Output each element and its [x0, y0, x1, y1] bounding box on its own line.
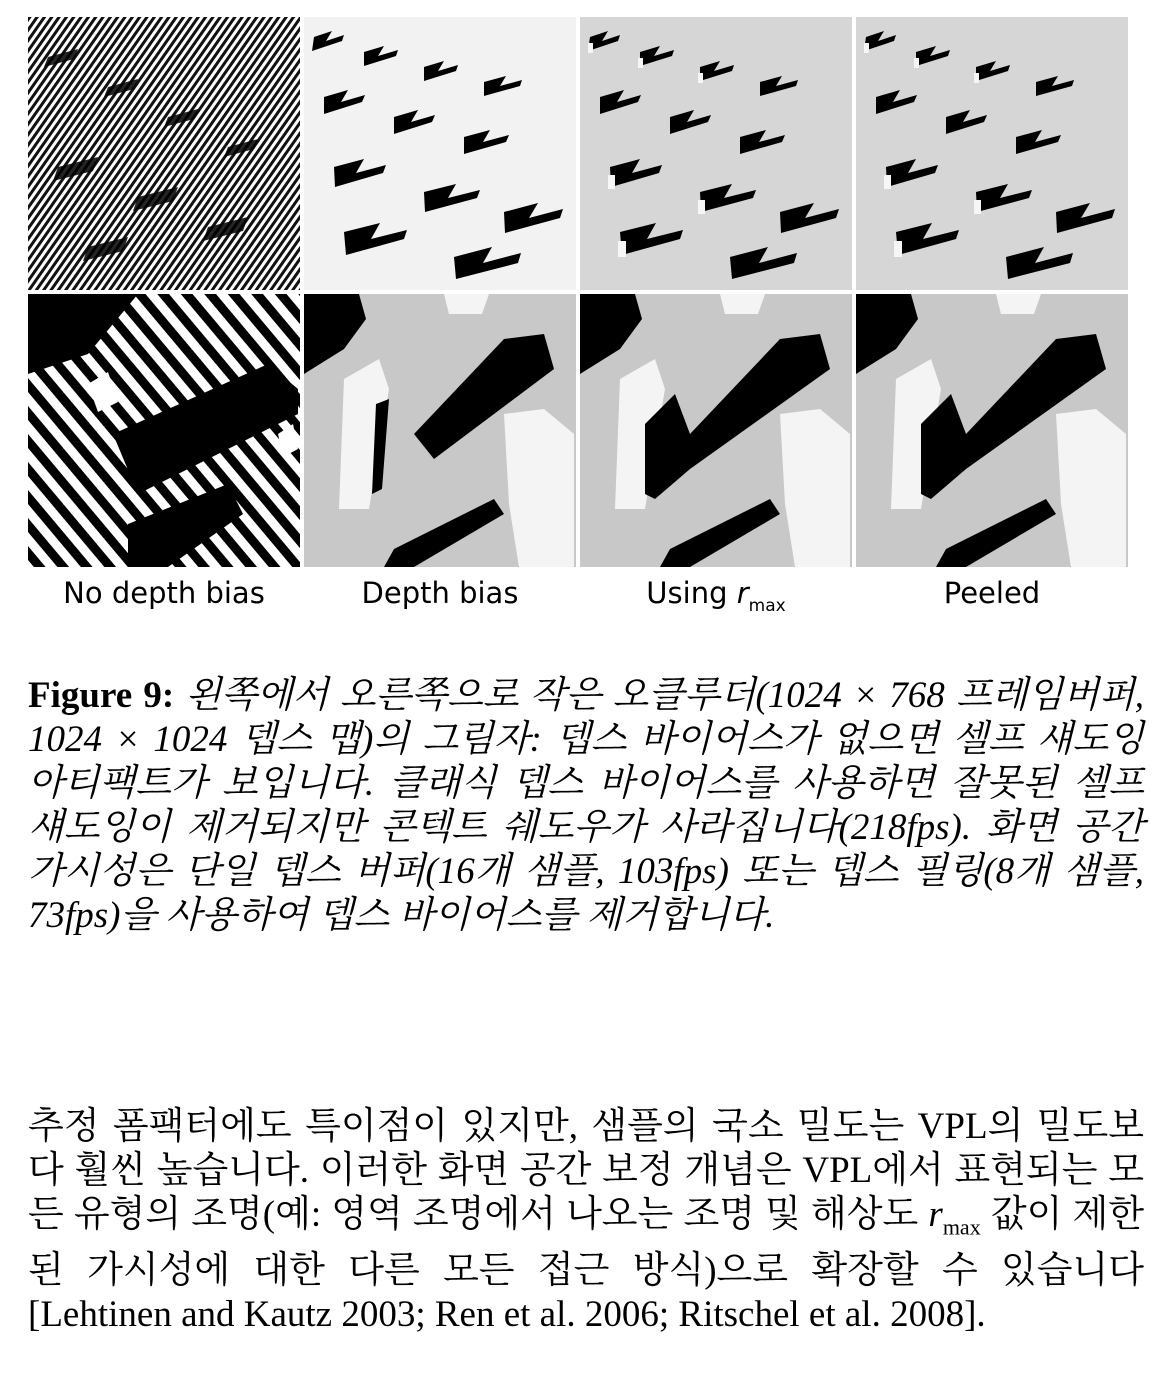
body-paragraph — [28, 1105, 1144, 1337]
overview-using-rmax-image — [580, 17, 852, 290]
label-depth-bias: Depth bias — [361, 576, 519, 610]
zoom-depth-bias-image — [304, 294, 576, 567]
panel-depth-bias-overview — [304, 17, 576, 290]
figure-image-grid — [28, 17, 1130, 567]
body-text-part1: 추정 폼팩터에도 특이점이 있지만, 샘플의 국소 밀도는 VPL의 밀도보다 훨씬 높습니다. 이러한 화면 공간 보정 개념은 VPL에서 표현되는 모든 유형의 조명(예: 영역 조명에서 나오는 조명 및 해상도 — [28, 1106, 1144, 1235]
label-using-rmax-var: r — [736, 576, 749, 610]
panel-labels — [28, 573, 1130, 616]
overview-peeled-image — [856, 17, 1128, 290]
panel-using-rmax-zoom — [580, 294, 852, 567]
zoom-peeled-image — [856, 294, 1128, 567]
panel-depth-bias-zoom — [304, 294, 576, 567]
label-using-rmax-prefix: Using — [646, 576, 737, 610]
figure-caption — [28, 674, 1144, 938]
panel-no-depth-bias-zoom — [28, 294, 300, 567]
label-no-depth-bias: No depth bias — [63, 576, 265, 610]
overview-depth-bias-image — [304, 17, 576, 290]
caption-label: Figure 9: — [28, 675, 175, 716]
rmax-symbol — [928, 1194, 981, 1240]
label-peeled: Peeled — [943, 576, 1041, 610]
panel-no-depth-bias-overview — [28, 17, 300, 290]
label-using-rmax-sub: max — [748, 596, 786, 616]
caption-text: 왼쪽에서 오른쪽으로 작은 오클루더(1024 × 768 프레임버퍼, 1024 × 1024 뎁스 맵)의 그림자: 뎁스 바이어스가 없으면 셀프 섀도잉 아티팩트가 보입니다. 클래식 뎁스 바이어스를 사용하면 잘못된 셀프 섀도잉이 제거되지만 콘텍트 쉐도우가 사라집니다(218fps). 화면 공간 가시성은 단일 뎁스 버퍼(16개 샘플, 103fps) 또는 뎁스 필링(8개 샘플, 73fps)을 사용하여 뎁스 바이어스를 제거합니다. — [28, 675, 1144, 936]
zoom-using-rmax-image — [580, 294, 852, 567]
zoom-noisy-image — [28, 294, 300, 567]
overview-noisy-image — [28, 17, 300, 290]
label-using-rmax — [580, 573, 852, 616]
panel-peeled-zoom — [856, 294, 1128, 567]
panel-using-rmax-overview — [580, 17, 852, 290]
rmax-var: r — [928, 1194, 943, 1235]
panel-peeled-overview — [856, 17, 1128, 290]
rmax-sub: max — [942, 1214, 981, 1240]
figure-9 — [28, 17, 1130, 616]
body-text-part2: 값이 제한된 가시성에 대한 다른 모든 접근 방식)으로 확장할 수 있습니다[Lehtinen and Kautz 2003; Ren et al. 2006; Ritschel et al. 2008]. — [28, 1194, 1144, 1336]
